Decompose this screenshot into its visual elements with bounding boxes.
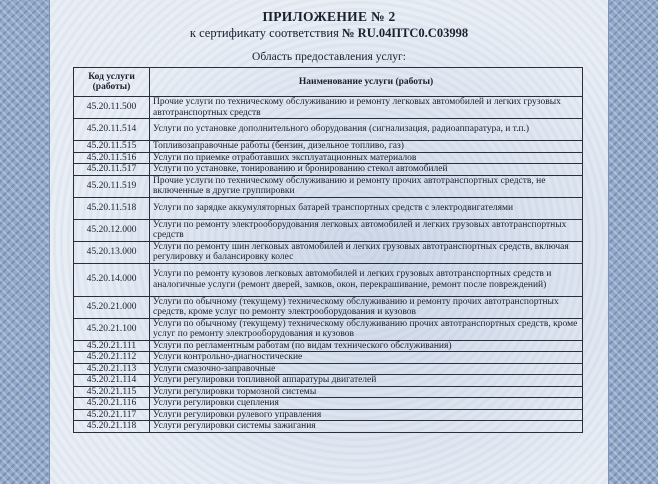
service-code: 45.20.11.518 — [74, 197, 150, 219]
table-row — [74, 296, 583, 318]
table-row — [74, 398, 583, 410]
service-code: 45.20.21.000 — [74, 296, 150, 318]
table-row — [74, 197, 583, 219]
table-row — [74, 363, 583, 375]
service-name: Услуги по приемке отработавших эксплуатационных материалов — [150, 152, 583, 164]
service-code: 45.20.21.100 — [74, 318, 150, 340]
service-code: 45.20.11.519 — [74, 175, 150, 197]
service-code: 45.20.21.111 — [74, 340, 150, 352]
service-name: Услуги регулировки топливной аппаратуры двигателей — [150, 375, 583, 387]
service-name: Услуги регулировки тормозной системы — [150, 386, 583, 398]
service-name: Прочие услуги по техническому обслуживанию и ремонту легковых автомобилей и легких грузовых автотранспортных средств — [150, 97, 583, 119]
table-row — [74, 352, 583, 364]
service-name: Услуги регулировки сцепления — [150, 398, 583, 410]
service-name: Услуги по установке дополнительного оборудования (сигнализация, радиоаппаратура, и т.п.) — [150, 119, 583, 141]
subtitle-prefix: к сертификату соответствия — [189, 26, 339, 40]
service-name: Услуги по установке, тонированию и бронированию стекол автомобилей — [150, 164, 583, 176]
document-body — [50, 0, 608, 484]
service-name: Услуги по ремонту электрооборудования легковых автомобилей и легких грузовых автотранспортных средств — [150, 219, 583, 241]
service-name: Услуги контрольно-диагностические — [150, 352, 583, 364]
table-row — [74, 164, 583, 176]
table-row — [74, 409, 583, 421]
service-code: 45.20.21.112 — [74, 352, 150, 364]
table-body — [74, 97, 583, 433]
service-code: 45.20.21.117 — [74, 409, 150, 421]
service-name: Услуги регулировки системы зажигания — [150, 421, 583, 433]
area-label: Область предоставления услуг: — [252, 51, 406, 63]
service-code: 45.20.11.500 — [74, 97, 150, 119]
appendix-title: ПРИЛОЖЕНИЕ № 2 — [262, 9, 396, 24]
table-row — [74, 263, 583, 296]
table-row — [74, 152, 583, 164]
service-code: 45.20.21.115 — [74, 386, 150, 398]
table-row — [74, 318, 583, 340]
service-name: Услуги смазочно-заправочные — [150, 363, 583, 375]
service-code: 45.20.21.114 — [74, 375, 150, 387]
service-code: 45.20.21.118 — [74, 421, 150, 433]
table-row — [74, 97, 583, 119]
service-code: 45.20.14.000 — [74, 263, 150, 296]
service-code: 45.20.11.516 — [74, 152, 150, 164]
table-row — [74, 386, 583, 398]
table-row — [74, 421, 583, 433]
table-row — [74, 340, 583, 352]
services-table — [73, 67, 583, 433]
table-row — [74, 241, 583, 263]
service-name: Услуги по обычному (текущему) техническому обслуживанию и ремонту прочих автотранспортных средств, кроме услуг по ремонту электрооборудования и кузовов — [150, 296, 583, 318]
service-name: Услуги по регламентным работам (по видам технического обслуживания) — [150, 340, 583, 352]
service-code: 45.20.21.116 — [74, 398, 150, 410]
service-code: 45.20.11.515 — [74, 141, 150, 153]
header-name: Наименование услуги (работы) — [150, 68, 583, 97]
service-name: Топливозаправочные работы (бензин, дизельное топливо, газ) — [150, 141, 583, 153]
table-row — [74, 375, 583, 387]
table-row — [74, 141, 583, 153]
service-code: 45.20.11.517 — [74, 164, 150, 176]
header-code: Код услуги (работы) — [74, 68, 150, 97]
certificate-number: № RU.04ПТС0.С03998 — [341, 26, 469, 40]
service-name: Услуги по ремонту кузовов легковых автомобилей и легких грузовых автотранспортных средств и аналогичные услуги (ремонт дверей, замков, окон, перекрашивание, ремонт после повреждений) — [150, 263, 583, 296]
table-row — [74, 219, 583, 241]
service-name: Услуги по зарядке аккумуляторных батарей транспортных средств с электродвигателями — [150, 197, 583, 219]
service-name: Услуги по ремонту шин легковых автомобилей и легких грузовых автотранспортных средств, включая регулировку и балансировку колес — [150, 241, 583, 263]
table-header-row — [74, 68, 583, 97]
table-row — [74, 175, 583, 197]
service-name: Услуги по обычному (текущему) техническому обслуживанию прочих автотранспортных средств, кроме услуг по ремонту электрооборудования и кузовов — [150, 318, 583, 340]
service-name: Прочие услуги по техническому обслуживанию и ремонту прочих автотранспортных средств, не включенные в другие группировки — [150, 175, 583, 197]
service-code: 45.20.13.000 — [74, 241, 150, 263]
service-code: 45.20.21.113 — [74, 363, 150, 375]
service-name: Услуги регулировки рулевого управления — [150, 409, 583, 421]
certificate-subtitle — [50, 26, 608, 41]
service-code: 45.20.12.000 — [74, 219, 150, 241]
service-code: 45.20.11.514 — [74, 119, 150, 141]
table-row — [74, 119, 583, 141]
